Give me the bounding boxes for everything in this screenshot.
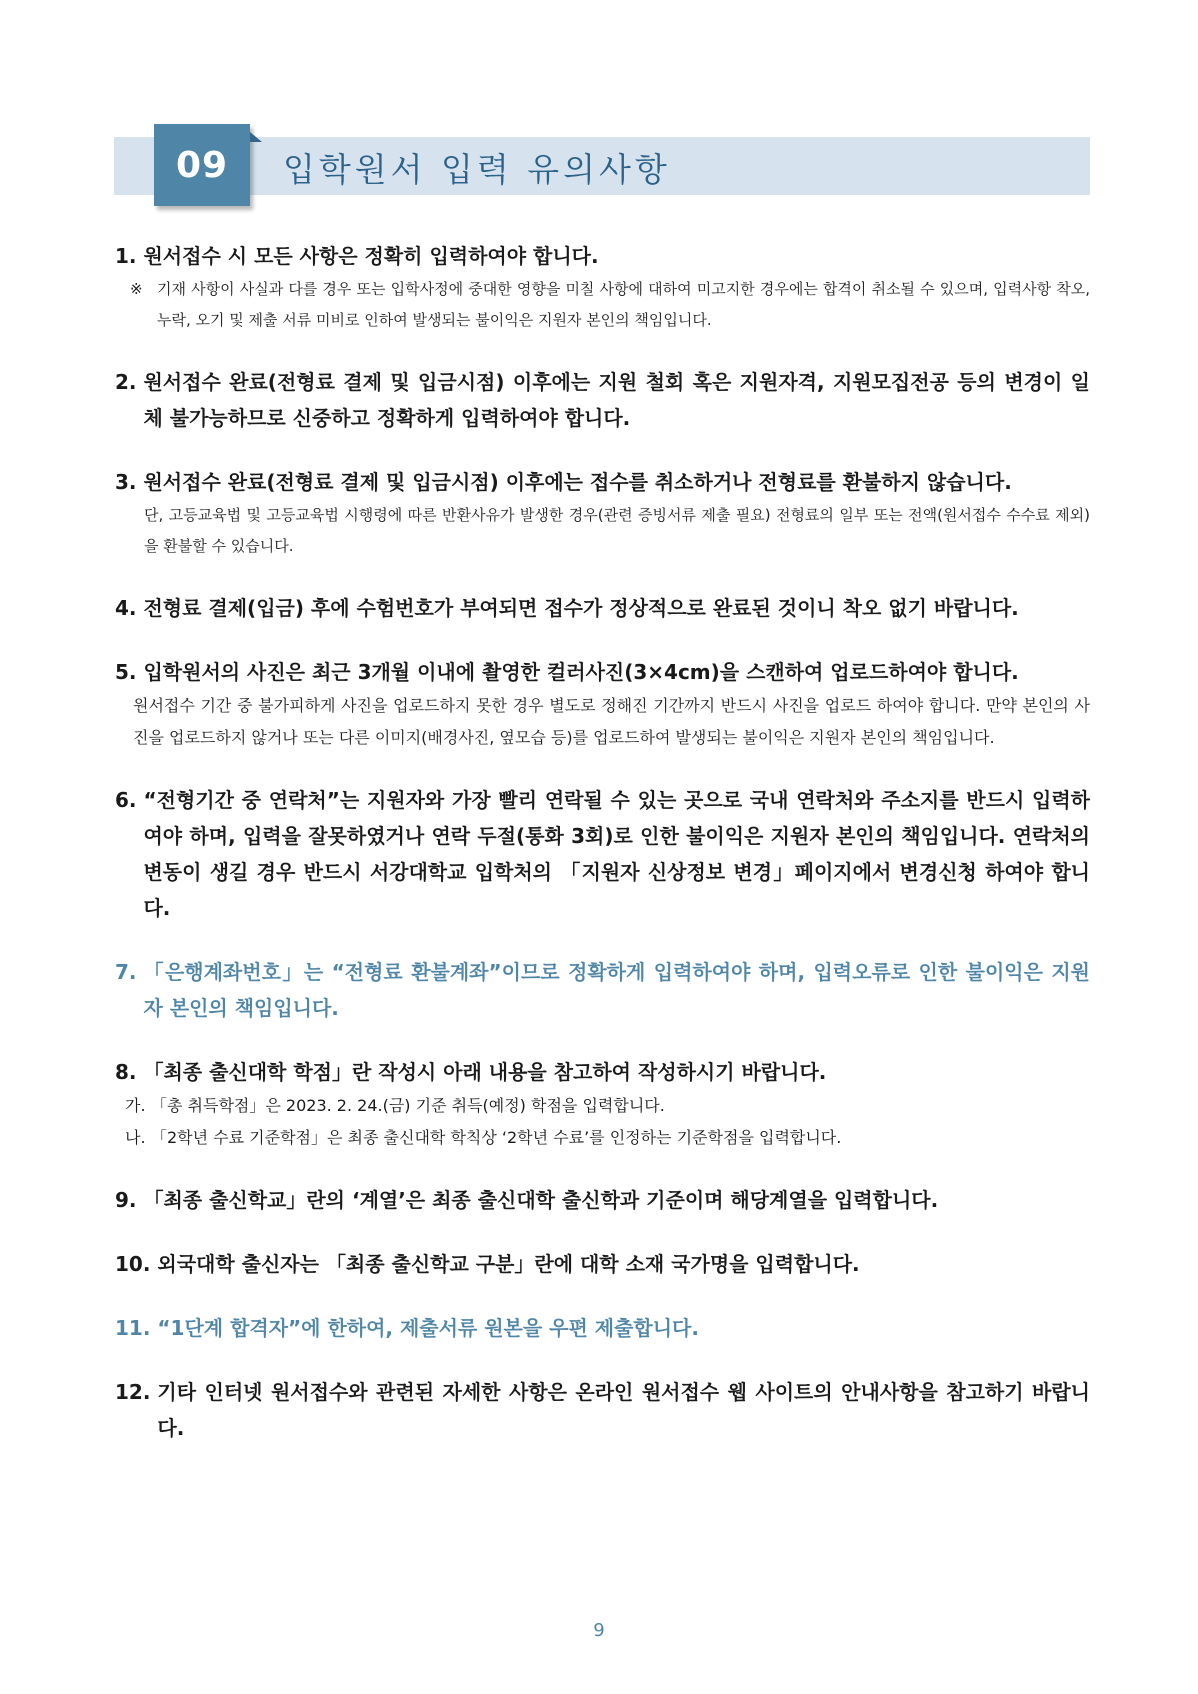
item-heading: 「최종 출신학교」란의 ‘계열’은 최종 출신대학 출신학과 기준이며 해당계열을 입력합니다. — [143, 1188, 939, 1212]
item-number: 7. — [115, 960, 144, 984]
item-heading: 「최종 출신대학 학점」란 작성시 아래 내용을 참고하여 작성하시기 바랍니다. — [143, 1060, 827, 1084]
notice-item-1 — [115, 238, 1090, 336]
sub-item-text: 「총 취득학점」은 2023. 2. 24.(금) 기준 취득(예정) 학점을 입력합니다. — [151, 1096, 665, 1115]
item-heading: 전형료 결제(입금) 후에 수험번호가 부여되면 접수가 정상적으로 완료된 것이니 착오 없기 바랍니다. — [143, 596, 1019, 620]
section-number-box — [154, 124, 250, 206]
section-number: 09 — [175, 144, 229, 186]
notice-item-3 — [115, 464, 1090, 562]
notice-item-8 — [115, 1054, 1090, 1154]
item-number: 5. — [115, 660, 144, 684]
notice-item-10 — [115, 1246, 1090, 1282]
item-heading: “전형기간 중 연락처”는 지원자와 가장 빨리 연락될 수 있는 곳으로 국내 연락처와 주소지를 반드시 입력하여야 하며, 입력을 잘못하였거나 연락 두절(통화 3회)로 인한 불이익은 지원자 본인의 책임입니다. 연락처의 변동이 생길 경우 반드시 서강대학교 입학처의 「지원자 신상정보 변경」페이지에서 변경신청 하여야 합니다. — [143, 788, 1090, 920]
item-number: 4. — [115, 596, 144, 620]
page-number: 9 — [593, 1620, 605, 1641]
item-number: 9. — [115, 1188, 144, 1212]
notice-item-2 — [115, 364, 1090, 436]
item-note-text: 단, 고등교육법 및 고등교육법 시행령에 따른 반환사유가 발생한 경우(관련 증빙서류 제출 필요) 전형료의 일부 또는 전액(원서접수 수수료 제외)을 환불할 수 있습니다. — [144, 506, 1090, 555]
item-number: 12. — [115, 1380, 158, 1404]
section-title: 입학원서 입력 유의사항 — [283, 149, 671, 189]
sub-item — [115, 1122, 1090, 1154]
reference-mark-icon: ※ — [130, 280, 143, 298]
item-number: 6. — [115, 788, 144, 812]
item-note-text: 기재 사항이 사실과 다를 경우 또는 입학사정에 중대한 영향을 미칠 사항에 대하여 미고지한 경우에는 합격이 취소될 수 있으며, 입력사항 착오, 누락, 오기 및 제출 서류 미비로 인하여 발생되는 불이익은 지원자 본인의 책임입니다. — [157, 280, 1090, 329]
item-heading: 기타 인터넷 원서접수와 관련된 자세한 사항은 온라인 원서접수 웹 사이트의 안내사항을 참고하기 바랍니다. — [157, 1380, 1090, 1440]
item-number: 1. — [115, 244, 144, 268]
sub-item — [115, 1090, 1090, 1122]
item-heading: 원서접수 완료(전형료 결제 및 입금시점) 이후에는 접수를 취소하거나 전형료를 환불하지 않습니다. — [143, 470, 1012, 494]
item-note — [115, 274, 1090, 336]
item-note-text: 원서접수 기간 중 불가피하게 사진을 업로드하지 못한 경우 별도로 정해진 기간까지 반드시 사진을 업로드 하여야 합니다. 만약 본인의 사진을 업로드하지 않거나 또는 다른 이미지(배경사진, 옆모습 등)를 업로드하여 발생되는 불이익은 지원자 본인의 책임입니다. — [133, 696, 1090, 747]
sub-item-mark: 나. — [125, 1128, 146, 1147]
item-number: 10. — [115, 1252, 158, 1276]
notice-item-6 — [115, 782, 1090, 926]
item-heading: 원서접수 완료(전형료 결제 및 입금시점) 이후에는 지원 철회 혹은 지원자격, 지원모집전공 등의 변경이 일체 불가능하므로 신중하고 정확하게 입력하여야 합니다. — [143, 370, 1090, 430]
notice-list — [115, 238, 1090, 1474]
sub-item-mark: 가. — [125, 1096, 146, 1115]
item-number: 11. — [115, 1316, 158, 1340]
item-heading: “1단계 합격자”에 한하여, 제출서류 원본을 우편 제출합니다. — [157, 1316, 699, 1340]
item-heading: 외국대학 출신자는 「최종 출신학교 구분」란에 대학 소재 국가명을 입력합니다. — [157, 1252, 860, 1276]
notice-item-9 — [115, 1182, 1090, 1218]
item-number: 8. — [115, 1060, 144, 1084]
item-heading: 「은행계좌번호」는 “전형료 환불계좌”이므로 정확하게 입력하여야 하며, 입력오류로 인한 불이익은 지원자 본인의 책임입니다. — [143, 960, 1090, 1020]
notice-item-5 — [115, 654, 1090, 754]
item-number: 2. — [115, 370, 144, 394]
item-number: 3. — [115, 470, 144, 494]
notice-item-11 — [115, 1310, 1090, 1346]
sub-item-text: 「2학년 수료 기준학점」은 최종 출신대학 학칙상 ‘2학년 수료’를 인정하는 기준학점을 입력합니다. — [151, 1128, 842, 1147]
notice-item-7 — [115, 954, 1090, 1026]
item-heading: 원서접수 시 모든 사항은 정확히 입력하여야 합니다. — [143, 244, 599, 268]
item-heading: 입학원서의 사진은 최근 3개월 이내에 촬영한 컬러사진(3×4cm)을 스캔하여 업로드하여야 합니다. — [143, 660, 1019, 684]
notice-item-12 — [115, 1374, 1090, 1446]
notice-item-4 — [115, 590, 1090, 626]
